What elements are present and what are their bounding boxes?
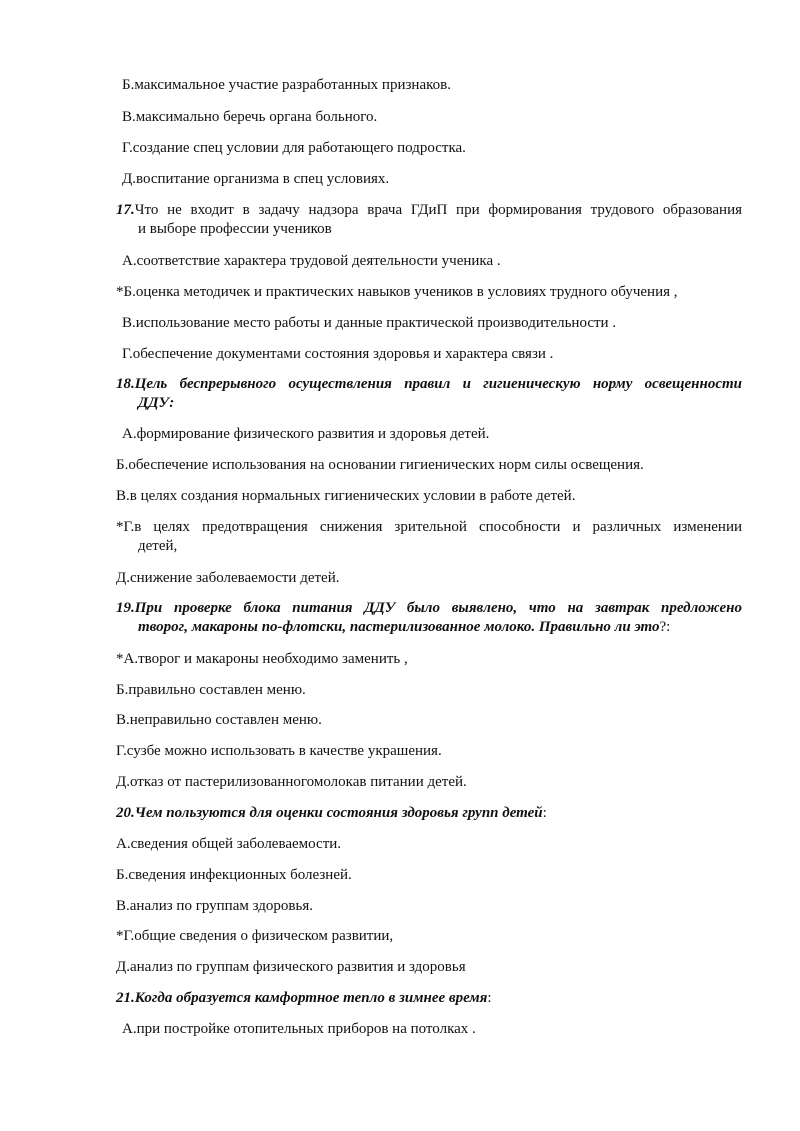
q18-option-a: А.формирование физического развития и здоровья детей. [122, 426, 490, 442]
q19-option-a: *А.творог и макароны необходимо заменить , [116, 651, 408, 667]
question-17-text-line1: Что не входит в задачу надзора врача ГДиП при формирования трудового образования [134, 202, 742, 218]
question-19-tail: ?: [659, 619, 671, 635]
question-21 [116, 989, 492, 1008]
q18-option-v: В.в целях создания нормальных гигиенических условии в работе детей. [116, 488, 576, 504]
q20-option-v: В.анализ по группам здоровья. [116, 898, 313, 914]
question-17 [116, 201, 742, 239]
option-v-prev: В.максимально беречь органа больного. [122, 109, 378, 125]
option-g-prev: Г.создание спец условии для работающего подростка. [122, 140, 466, 156]
question-20-text: 20.Чем пользуются для оценки состояния здоровья групп детей [116, 805, 543, 821]
question-19 [116, 599, 742, 637]
q17-option-v: В.использование место работы и данные практической производительности . [122, 315, 617, 331]
question-19-text-line2: творог, макароны по-флотски, пастерилизованное молоко. Правильно ли это [138, 619, 660, 635]
q20-option-b: Б.сведения инфекционных болезней. [116, 867, 352, 883]
q19-option-b: Б.правильно составлен меню. [116, 682, 306, 698]
q19-option-g: Г.сузбе можно использовать в качестве украшения. [116, 743, 442, 759]
q17-option-g: Г.обеспечение документами состояния здоровья и характера связи . [122, 346, 554, 362]
q18-option-g [116, 518, 742, 556]
question-17-text-line2: и выборе профессии учеников [138, 221, 332, 237]
q18-option-d: Д.снижение заболеваемости детей. [116, 570, 340, 586]
q21-option-a: А.при постройке отопительных приборов на потолках . [122, 1021, 476, 1037]
option-d-prev: Д.воспитание организма в спец условиях. [122, 171, 390, 187]
question-18-text-line1: 18.Цель беспрерывного осуществления правил и гигиеническую норму освещенности [116, 376, 742, 392]
q19-option-v: В.неправильно составлен меню. [116, 712, 322, 728]
q18-option-g-line2: детей, [138, 538, 178, 554]
q18-option-b: Б.обеспечение использования на основании гигиенических норм силы освещения. [116, 457, 644, 473]
question-18 [116, 375, 742, 413]
option-b-prev: Б.максимальное участие разработанных признаков. [122, 77, 451, 93]
question-18-text-line2: ДДУ: [138, 395, 175, 411]
q17-option-a: А.соответствие характера трудовой деятельности ученика . [122, 253, 501, 269]
q20-option-a: А.сведения общей заболеваемости. [116, 836, 342, 852]
q19-option-d: Д.отказ от пастерилизованногомолокав питании детей. [116, 774, 467, 790]
question-17-number: 17. [116, 202, 135, 218]
q18-option-g-line1: *Г.в целях предотвращения снижения зрительной способности и различных изменении [116, 519, 742, 535]
question-20 [116, 804, 547, 823]
question-19-text-line1: 19.При проверке блока питания ДДУ было выявлено, что на завтрак предложено [116, 600, 742, 616]
q20-option-g: *Г.общие сведения о физическом развитии, [116, 928, 394, 944]
question-21-tail: : [487, 990, 492, 1006]
question-21-text: 21.Когда образуется камфортное тепло в зимнее время [116, 990, 488, 1006]
q20-option-d: Д.анализ по группам физического развития и здоровья [116, 959, 466, 975]
question-20-tail: : [542, 805, 547, 821]
q17-option-b: *Б.оценка методичек и практических навыков учеников в условиях трудного обучения , [116, 284, 678, 300]
